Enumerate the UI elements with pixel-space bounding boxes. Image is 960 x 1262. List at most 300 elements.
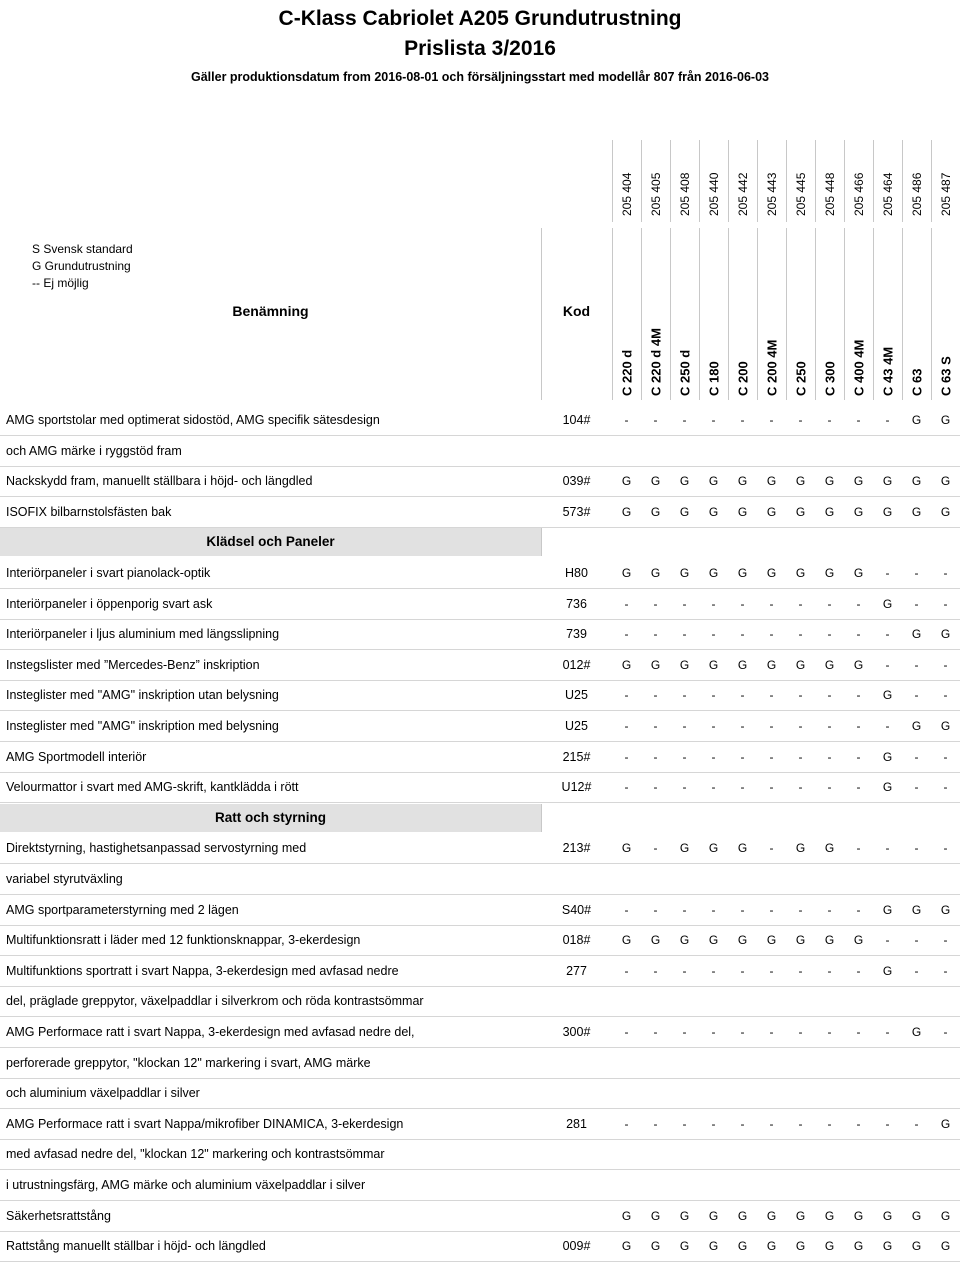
row-description: och AMG märke i ryggstöd fram — [6, 444, 182, 458]
availability-cell: G — [795, 1209, 806, 1223]
availability-cell: - — [885, 1117, 890, 1131]
row-description: Velourmattor i svart med AMG-skrift, kantklädda i rött — [6, 780, 299, 794]
table-row — [0, 1078, 960, 1108]
availability-cell: G — [795, 566, 806, 580]
model-name: C 400 4M — [851, 339, 867, 396]
availability-cell: G — [882, 903, 893, 917]
availability-cell: - — [740, 903, 745, 917]
availability-cell: - — [740, 719, 745, 733]
availability-cell: G — [621, 933, 632, 947]
row-description: Interiörpaneler i ljus aluminium med längsslipning — [6, 627, 280, 641]
availability-cell: G — [853, 474, 864, 488]
availability-cell: - — [769, 1117, 774, 1131]
row-code: 281 — [566, 1117, 587, 1131]
availability-cell: - — [740, 1117, 745, 1131]
row-description: Nackskydd fram, manuellt ställbara i höjd- och längdled — [6, 474, 313, 488]
row-code: 039# — [562, 474, 591, 488]
availability-cell: G — [882, 688, 893, 702]
row-code: 018# — [562, 933, 591, 947]
availability-cell: - — [827, 1117, 832, 1131]
availability-cell: - — [943, 933, 948, 947]
availability-cell: - — [914, 841, 919, 855]
model-name-cell — [873, 228, 902, 400]
legend-grundutrustning: G Grundutrustning — [32, 259, 131, 273]
availability-cell: G — [679, 1239, 690, 1253]
model-name: C 63 — [909, 368, 925, 396]
model-code-cell — [815, 140, 844, 222]
row-code: 573# — [562, 505, 591, 519]
row-values — [612, 619, 960, 649]
availability-cell: - — [740, 413, 745, 427]
availability-cell: G — [621, 841, 632, 855]
table-row — [0, 1017, 960, 1047]
availability-cell: - — [798, 719, 803, 733]
availability-cell: - — [798, 627, 803, 641]
availability-cell: - — [798, 903, 803, 917]
availability-cell: G — [853, 1209, 864, 1223]
model-name: C 63 S — [938, 356, 954, 396]
row-description: Säkerhetsrattstång — [6, 1209, 111, 1223]
row-description: Direktstyrning, hastighetsanpassad servostyrning med — [6, 841, 307, 855]
availability-cell: - — [885, 566, 890, 580]
availability-cell: G — [679, 566, 690, 580]
row-description: AMG Performace ratt i svart Nappa, 3-ekerdesign med avfasad nedre del, — [6, 1025, 415, 1039]
availability-cell: - — [856, 750, 861, 764]
table-row — [0, 619, 960, 649]
availability-cell: G — [795, 933, 806, 947]
model-name: C 300 — [822, 361, 838, 396]
availability-cell: G — [708, 658, 719, 672]
availability-cell: G — [795, 658, 806, 672]
model-code: 205 445 — [794, 172, 808, 216]
model-code: 205 408 — [678, 172, 692, 216]
availability-cell: G — [911, 474, 922, 488]
availability-cell: G — [882, 964, 893, 978]
row-values — [612, 986, 960, 1016]
availability-cell: - — [769, 780, 774, 794]
row-code: 213# — [562, 841, 591, 855]
row-code: 300# — [562, 1025, 591, 1039]
availability-cell: G — [766, 933, 777, 947]
availability-cell: - — [827, 750, 832, 764]
row-code: 277 — [566, 964, 587, 978]
availability-cell: - — [885, 933, 890, 947]
column-header-code: Kod — [562, 303, 591, 319]
availability-cell: - — [798, 780, 803, 794]
availability-cell: G — [650, 566, 661, 580]
model-name-cell — [844, 228, 873, 400]
availability-cell: - — [740, 750, 745, 764]
availability-cell: G — [882, 780, 893, 794]
availability-cell: - — [943, 750, 948, 764]
model-code: 205 440 — [707, 172, 721, 216]
availability-cell: G — [911, 627, 922, 641]
row-description: i utrustningsfärg, AMG märke och aluminium växelpaddlar i silver — [6, 1178, 366, 1192]
availability-cell: G — [911, 1209, 922, 1223]
table-row — [0, 1048, 960, 1078]
availability-cell: - — [827, 780, 832, 794]
section-spacer — [541, 528, 960, 556]
row-description: del, präglade greppytor, växelpaddlar i silverkrom och röda kontrastsömmar — [6, 994, 424, 1008]
availability-cell: - — [914, 566, 919, 580]
availability-cell: - — [624, 688, 629, 702]
availability-cell: - — [914, 964, 919, 978]
model-code-cell — [699, 140, 728, 222]
availability-cell: G — [650, 1239, 661, 1253]
availability-cell: G — [824, 505, 835, 519]
page-subtitle: Prislista 3/2016 — [404, 37, 556, 60]
row-code: H80 — [565, 566, 588, 580]
section-title: Klädsel och Paneler — [206, 534, 335, 549]
availability-cell: G — [737, 933, 748, 947]
availability-cell: G — [940, 413, 951, 427]
availability-cell: - — [653, 688, 658, 702]
availability-cell: G — [737, 1209, 748, 1223]
row-values — [612, 1017, 960, 1047]
row-values — [612, 742, 960, 772]
model-name-cell — [931, 228, 960, 400]
column-header-name: Benämning — [232, 303, 309, 319]
availability-cell: - — [653, 1117, 658, 1131]
table-row — [0, 497, 960, 527]
availability-cell: - — [914, 597, 919, 611]
page-title: C-Klass Cabriolet A205 Grundutrustning — [278, 7, 682, 30]
availability-cell: - — [682, 597, 687, 611]
availability-cell: - — [943, 597, 948, 611]
model-name-cell — [757, 228, 786, 400]
availability-cell: - — [885, 1025, 890, 1039]
availability-cell: - — [653, 627, 658, 641]
model-code-cell — [728, 140, 757, 222]
availability-cell: G — [650, 1209, 661, 1223]
availability-cell: G — [621, 1239, 632, 1253]
availability-cell: - — [624, 750, 629, 764]
availability-cell: G — [882, 474, 893, 488]
row-code: 104# — [562, 413, 591, 427]
availability-cell: - — [740, 1025, 745, 1039]
availability-cell: G — [679, 505, 690, 519]
row-values — [612, 497, 960, 527]
availability-cell: - — [798, 1025, 803, 1039]
legend — [32, 241, 133, 292]
availability-cell: - — [624, 413, 629, 427]
table-row — [0, 680, 960, 710]
availability-cell: - — [624, 964, 629, 978]
availability-cell: G — [911, 1239, 922, 1253]
availability-cell: - — [624, 780, 629, 794]
availability-cell: - — [711, 627, 716, 641]
row-values — [612, 833, 960, 863]
model-name: C 250 d — [677, 349, 693, 396]
availability-cell: G — [853, 566, 864, 580]
availability-cell: G — [824, 474, 835, 488]
availability-cell: G — [940, 1239, 951, 1253]
row-description: med avfasad nedre del, "klockan 12" markering och kontrastsömmar — [6, 1147, 385, 1161]
availability-cell: G — [911, 413, 922, 427]
availability-cell: - — [682, 1117, 687, 1131]
availability-cell: - — [856, 688, 861, 702]
availability-cell: G — [853, 658, 864, 672]
availability-cell: G — [708, 474, 719, 488]
availability-cell: - — [711, 413, 716, 427]
table-row — [0, 742, 960, 772]
model-name-cell — [786, 228, 815, 400]
availability-cell: G — [621, 474, 632, 488]
availability-cell: - — [740, 627, 745, 641]
availability-cell: - — [624, 903, 629, 917]
availability-cell: - — [798, 1117, 803, 1131]
availability-cell: - — [885, 413, 890, 427]
row-values — [612, 772, 960, 802]
row-description: Interiörpaneler i öppenporig svart ask — [6, 597, 213, 611]
model-code-cell — [757, 140, 786, 222]
availability-cell: - — [856, 413, 861, 427]
availability-cell: - — [653, 750, 658, 764]
availability-cell: G — [766, 566, 777, 580]
availability-cell: - — [740, 780, 745, 794]
availability-cell: - — [682, 903, 687, 917]
availability-cell: G — [824, 1209, 835, 1223]
model-name: C 200 4M — [764, 339, 780, 396]
availability-cell: - — [856, 1117, 861, 1131]
availability-cell: - — [769, 688, 774, 702]
availability-cell: - — [653, 719, 658, 733]
availability-cell: - — [653, 964, 658, 978]
availability-cell: - — [769, 750, 774, 764]
availability-cell: G — [853, 505, 864, 519]
availability-cell: - — [827, 597, 832, 611]
availability-cell: - — [682, 780, 687, 794]
table-row — [0, 558, 960, 588]
row-values — [612, 1139, 960, 1169]
model-code: 205 404 — [620, 172, 634, 216]
model-name-cell — [699, 228, 728, 400]
legend-standard: S Svensk standard — [32, 242, 133, 256]
availability-cell: G — [708, 1239, 719, 1253]
availability-cell: G — [882, 505, 893, 519]
availability-cell: - — [769, 719, 774, 733]
row-values — [612, 1170, 960, 1200]
availability-cell: G — [853, 933, 864, 947]
model-name: C 200 — [735, 361, 751, 396]
availability-cell: G — [621, 505, 632, 519]
availability-cell: G — [795, 1239, 806, 1253]
availability-cell: - — [827, 627, 832, 641]
availability-cell: G — [766, 1239, 777, 1253]
table-row — [0, 956, 960, 986]
model-code: 205 448 — [823, 172, 837, 216]
row-description: Insteglister med "AMG" inskription utan belysning — [6, 688, 279, 702]
model-code: 205 442 — [736, 172, 750, 216]
table-row — [0, 833, 960, 863]
availability-cell: G — [795, 474, 806, 488]
availability-cell: - — [856, 1025, 861, 1039]
row-values — [612, 895, 960, 925]
availability-cell: G — [795, 841, 806, 855]
availability-cell: - — [769, 627, 774, 641]
availability-cell: - — [711, 719, 716, 733]
row-description: AMG sportstolar med optimerat sidostöd, AMG specifik sätesdesign — [6, 413, 380, 427]
availability-cell: - — [769, 1025, 774, 1039]
availability-cell: - — [682, 688, 687, 702]
availability-cell: G — [911, 719, 922, 733]
availability-cell: - — [740, 964, 745, 978]
availability-cell: G — [911, 1025, 922, 1039]
availability-cell: G — [853, 1239, 864, 1253]
row-values — [612, 1048, 960, 1078]
row-values — [612, 1109, 960, 1139]
availability-cell: - — [943, 688, 948, 702]
availability-cell: - — [856, 719, 861, 733]
availability-cell: - — [856, 964, 861, 978]
availability-cell: - — [711, 903, 716, 917]
availability-cell: - — [798, 413, 803, 427]
availability-cell: - — [624, 597, 629, 611]
row-values — [612, 1078, 960, 1108]
availability-cell: G — [737, 658, 748, 672]
availability-cell: - — [885, 841, 890, 855]
section-header — [0, 528, 541, 556]
table-row — [0, 405, 960, 435]
table-row — [0, 864, 960, 894]
availability-cell: - — [827, 688, 832, 702]
row-code: U12# — [561, 780, 592, 794]
row-description: variabel styrutväxling — [6, 872, 123, 886]
availability-cell: G — [708, 566, 719, 580]
row-code: 739 — [566, 627, 587, 641]
availability-cell: - — [827, 413, 832, 427]
availability-cell: G — [940, 627, 951, 641]
model-name: C 250 — [793, 361, 809, 396]
availability-cell: - — [653, 413, 658, 427]
row-description: AMG Sportmodell interiör — [6, 750, 147, 764]
table-row — [0, 986, 960, 1016]
availability-cell: G — [940, 1117, 951, 1131]
availability-cell: - — [885, 658, 890, 672]
availability-cell: G — [940, 505, 951, 519]
availability-cell: G — [650, 933, 661, 947]
availability-cell: - — [914, 658, 919, 672]
table-row — [0, 895, 960, 925]
legend-ej-mojlig: -- Ej möjlig — [32, 276, 89, 290]
availability-cell: - — [798, 688, 803, 702]
availability-cell: - — [827, 903, 832, 917]
model-name-cell — [670, 228, 699, 400]
model-name-cell — [815, 228, 844, 400]
table-row — [0, 1231, 960, 1261]
model-name-header — [612, 228, 960, 400]
table-row — [0, 436, 960, 466]
section-spacer — [541, 804, 960, 832]
availability-cell: G — [737, 566, 748, 580]
availability-cell: G — [737, 474, 748, 488]
table-row — [0, 925, 960, 955]
row-values — [612, 405, 960, 435]
availability-cell: G — [766, 505, 777, 519]
row-description: Instegslister med ”Mercedes-Benz” inskription — [6, 658, 260, 672]
row-description: AMG sportparameterstyrning med 2 lägen — [6, 903, 239, 917]
availability-cell: - — [711, 1117, 716, 1131]
row-code: U25 — [565, 688, 588, 702]
availability-cell: G — [911, 505, 922, 519]
availability-cell: G — [650, 474, 661, 488]
row-description: Multifunktionsratt i läder med 12 funktionsknappar, 3-ekerdesign — [6, 933, 361, 947]
availability-cell: G — [824, 841, 835, 855]
availability-cell: G — [679, 658, 690, 672]
row-values — [612, 956, 960, 986]
availability-cell: G — [795, 505, 806, 519]
availability-cell: G — [824, 658, 835, 672]
availability-cell: G — [679, 474, 690, 488]
availability-cell: - — [798, 964, 803, 978]
availability-cell: G — [882, 1209, 893, 1223]
availability-cell: G — [766, 474, 777, 488]
availability-cell: - — [769, 413, 774, 427]
availability-cell: - — [856, 780, 861, 794]
availability-cell: G — [911, 903, 922, 917]
model-code: 205 466 — [852, 172, 866, 216]
availability-cell: - — [885, 627, 890, 641]
row-values — [612, 925, 960, 955]
model-code-cell — [786, 140, 815, 222]
availability-cell: G — [621, 658, 632, 672]
row-description: Insteglister med "AMG" inskription med belysning — [6, 719, 279, 733]
row-values — [612, 1231, 960, 1261]
row-values — [612, 466, 960, 496]
availability-cell: - — [914, 780, 919, 794]
row-values — [612, 680, 960, 710]
availability-cell: - — [653, 780, 658, 794]
availability-cell: G — [824, 1239, 835, 1253]
section-title: Ratt och styrning — [214, 810, 326, 825]
availability-cell: - — [827, 1025, 832, 1039]
row-description: och aluminium växelpaddlar i silver — [6, 1086, 200, 1100]
availability-cell: - — [943, 1025, 948, 1039]
table-row — [0, 1201, 960, 1231]
table-row — [0, 1109, 960, 1139]
model-code-cell — [931, 140, 960, 222]
title-block — [0, 4, 960, 86]
model-code: 205 487 — [939, 172, 953, 216]
availability-cell: - — [914, 933, 919, 947]
availability-cell: G — [766, 658, 777, 672]
model-name: C 180 — [706, 361, 722, 396]
row-code: 736 — [566, 597, 587, 611]
availability-cell: G — [708, 933, 719, 947]
availability-cell: G — [679, 933, 690, 947]
availability-cell: - — [682, 627, 687, 641]
row-values — [612, 711, 960, 741]
model-code-cell — [844, 140, 873, 222]
availability-cell: - — [856, 841, 861, 855]
availability-cell: G — [882, 750, 893, 764]
availability-cell: - — [740, 688, 745, 702]
availability-cell: - — [653, 903, 658, 917]
row-description: AMG Performace ratt i svart Nappa/mikrofiber DINAMICA, 3-ekerdesign — [6, 1117, 404, 1131]
row-divider — [0, 802, 960, 803]
availability-cell: - — [914, 688, 919, 702]
model-name: C 43 4M — [880, 346, 896, 396]
table-row — [0, 466, 960, 496]
row-values — [612, 558, 960, 588]
availability-cell: - — [711, 1025, 716, 1039]
row-description: perforerade greppytor, "klockan 12" markering i svart, AMG märke — [6, 1056, 371, 1070]
table-row — [0, 650, 960, 680]
availability-cell: - — [653, 1025, 658, 1039]
availability-cell: - — [682, 413, 687, 427]
availability-cell: G — [824, 933, 835, 947]
availability-cell: - — [711, 688, 716, 702]
